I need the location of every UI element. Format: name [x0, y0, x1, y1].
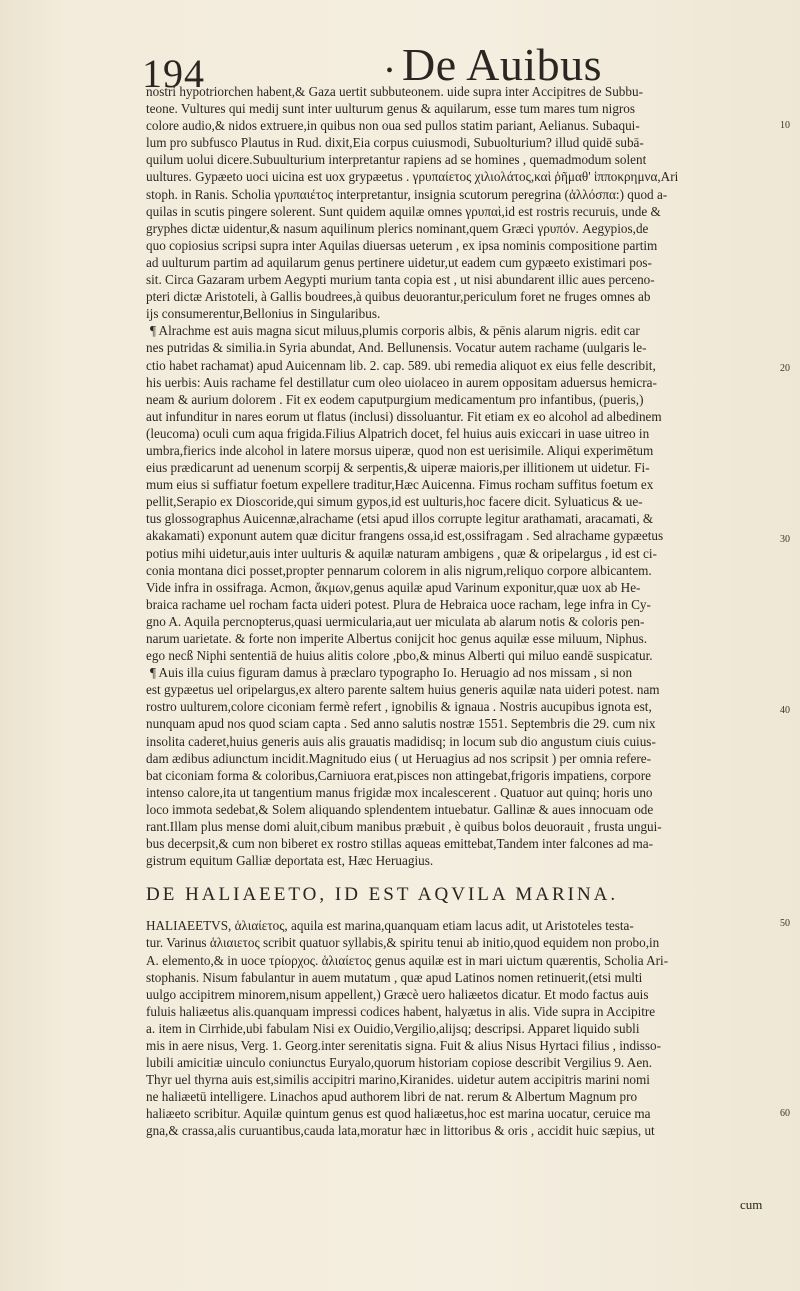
text-line: ne haliæetū intelligere. Linachos apud authorem libri de nat. rerum & Albertum Magnum pro	[146, 1089, 638, 1105]
margin-line-numbers	[780, 0, 800, 1291]
text-line: stoph. in Ranis. Scholia γρυπαιέτος interpretantur, insignia scutorum peregrina (ἀλλόσπα:) quod a-	[146, 186, 668, 202]
paragraph-hypotriorches	[146, 83, 770, 322]
text-line: ctio habet rachamat) apud Auicennam lib. 2. cap. 589. ubi remedia aliquot ex eius felle describit,	[146, 357, 656, 373]
text-line: pellit,Serapio ex Dioscoride,qui simum gypos,id est uulturis,hoc facere dicit. Syluaticus & ue-	[146, 494, 643, 510]
text-line: tus glossographus Auicennæ,alrachame (etsi apud illos corrupte legitur arathamati, aracamati, &	[146, 511, 654, 527]
text-line: gna,& crassa,alis curuantibus,cauda lata,moratur hæc in littoribus & oris , accidit huic sæpius, ut	[146, 1123, 655, 1139]
text-line: mis in aere nisus, Verg. 1. Georg.inter serenitatis signa. Fuit & alius Nisus Hyrtaci filius , indisso-	[146, 1037, 661, 1053]
text-line: bat ciconiam forma & coloribus,Carniuora erat,pisces non attingebat,frigoris impatiens, corpore	[146, 767, 651, 783]
line-number-50: 50	[780, 918, 790, 929]
text-line: lubili amicitiæ uinculo coniunctus Euryalo,quorum historiam copiose describit Vergilius 9. Aen.	[146, 1055, 653, 1071]
text-line: conia montana dici posset,propter pennarum colorem in alis nigrum,reliquo corpore albicantem.	[146, 562, 652, 578]
main-text	[146, 83, 770, 1140]
text-line: gistrum equitum Galliæ deportata est, Hæc Heruagius.	[146, 853, 434, 869]
line-number-30: 30	[780, 534, 790, 545]
text-line: aut infunditur in nares eorum ut flatus (inclusi) dissoluantur. Fit etiam ex eo alcohol ad albedinem	[146, 408, 662, 424]
line-number-10: 10	[780, 120, 790, 131]
text-line: ad uulturum partim ad aquilarum genus pertinere uidetur,ut eadem cum gypæeto existimari pos-	[146, 254, 652, 270]
catchword: cum	[740, 1197, 763, 1212]
text-line: uultures. Gypæeto uoci uicina est uox grypæetus . γρυπαίετος χιλιολάτος,καὶ ῥῆμαθ' ἱπποκρημνα,Ari	[146, 169, 679, 185]
text-line: uulgo accipitrem minorem,nisum appellent,) Græcè uero haliæetos dicatur. Et modo factus auis	[146, 986, 649, 1002]
text-line: insolita caderet,huius generis auis alis grauatis madidisq; in locum sub dio angustum ciuis cuius-	[146, 733, 656, 749]
section-heading: DE HALIAEETO, ID EST AQVILA MARINA.	[146, 884, 619, 906]
running-title: De Auibus	[402, 39, 602, 90]
text-line: tur. Varinus ἁλιαιετος scribit quatuor syllabis,& spiritu tenui ab initio,quod equidem non probo,in	[146, 935, 660, 951]
text-line: his uerbis: Auis rachame fel destillatur cum oleo uiolaceo in aurem oppositam aduersus hemicra-	[146, 374, 657, 390]
paragraph-haliaeetus	[146, 917, 770, 1139]
text-line: pteri dictæ Aristoteli, à Gallis boudrees,à quibus deuorantur,periculum foret ne fruges omnes ab	[146, 289, 651, 305]
text-line: est gypæetus uel oripelargus,ex altero parente saltem huius generis aquilæ nata uideri potest. nam	[146, 682, 660, 698]
text-line: ¶ Alrachme est auis magna sicut miluus,plumis corporis albis, & pēnis alarum nigris. edit car	[150, 323, 640, 339]
text-line: akakamati) exponunt autem quæ dicitur frangens ossa,id est,ossifragam . Sed alrachame gypæetus	[146, 528, 664, 544]
text-line: dam ædibus adiunctum incidit.Magnitudo eius ( ut Heruagius ad nos scripsit ) per omnia refere-	[146, 750, 652, 766]
line-number-20: 20	[780, 363, 790, 374]
header-ornament: •	[386, 60, 394, 82]
text-line: (leucoma) oculi cum aqua frigida.Filius Alpatrich docet, fel huius auis exiccari in uase uitreo in	[146, 425, 650, 441]
text-line: bus decerpsit,& cum non biberet ex rostro stillas aqueas emittebat,Tandem inter falcones ad ma-	[146, 836, 653, 852]
text-line: quilum uolui dicere.Subuulturium interpretantur rapiens ad se homines , quemadmodum solent	[146, 152, 647, 168]
text-line: quo copiosius scripsi supra inter Aquilas diuersas ueterum , ex ipsa nominis compositione partim	[146, 237, 658, 253]
text-line: sit. Circa Gazaram urbem Aegypti murium tanta copia est , ut nisi abundarent illic aues perceno-	[146, 272, 655, 288]
text-line: nostri hypotriorchen habent,& Gaza uertit subbuteonem. uide supra inter Accipitres de Subbu-	[146, 84, 643, 99]
text-line: rostro uulturem,colore ciconiam fermè refert , ignobilis & ignaua . Nostris aucupibus ignota est,	[146, 699, 652, 715]
text-line: ¶ Auis illa cuius figuram damus à præclaro typographo Io. Heruagio ad nos missam , si non	[150, 665, 633, 681]
text-line: quilas in scutis pingere solerent. Sunt quidem aquilæ omnes γρυπαὶ,id est rostris recuruis, unde &	[146, 203, 661, 219]
line-number-40: 40	[780, 705, 790, 716]
text-line: rant.Illam plus mense domi aluit,cibum manibus præbuit , è quibus bolos deuorauit , frusta ungui-	[146, 819, 662, 835]
text-line: ijs consumerentur,Bellonius in Singularibus.	[146, 306, 381, 322]
text-line: nes putridas & similia.in Syria abundat, And. Bellunensis. Vocatur autem rachame (uulgaris le-	[146, 340, 647, 356]
text-line: HALIAEETVS, ἁλιαίετος, aquila est marina,quanquam etiam lacus adit, ut Aristoteles testa-	[146, 918, 634, 934]
text-line: colore audio,& nidos extruere,in quibus non oua sed pullos statim pariant, Aelianus. Subaqui-	[146, 118, 640, 134]
text-line: neam & aurium dolorem . Fit ex eodem caputpurgium medicamentum pro infantibus, (pueris,)	[146, 391, 644, 407]
text-line: teone. Vultures qui medij sunt inter uulturum genus & aquilarum, esse tum mares tum nigros	[146, 101, 636, 117]
text-line: ego necß Niphi sententiā de huius alitis colore ,pbo,& minus Alberti qui miluo eandē suspicatur.	[146, 648, 653, 664]
text-line: narum uarietate. & forte non imperite Albertus conijcit hoc genus aquilæ esse miluum, Niphus.	[146, 631, 648, 646]
text-line: potius mihi uidetur,auis inter uulturis & aquilæ naturam ambigens , quæ & oripelargus , id est ci-	[146, 545, 657, 561]
text-line: gno A. Aquila percnopterus,quasi uermicularia,aut uer miculata ab alarum notis & coloris pen-	[146, 613, 645, 629]
page-number: 194	[142, 51, 205, 96]
text-line: lum pro subfusco Plautus in Rud. dixit,Eia corpus cuiusmodi, Subuolturium? illud quidē subā-	[146, 135, 644, 151]
text-line: umbra,fierics inde alcohol in latere morsus uiperæ, quod non est uerisimile. Aliqui experimētum	[146, 442, 654, 458]
text-line: nunquam apud nos quod sciam capta . Sed anno salutis nostræ 1551. Septembris die 29. cum nix	[146, 716, 656, 732]
text-line: braica rachame uel rocham facta uideri potest. Plura de Hebraica uoce racham, lege infra in Cy-	[146, 596, 651, 612]
paragraph-alrachme	[146, 322, 770, 664]
text-line: mum eius si suffiatur foetum expellere traditur,Hæc Auicenna. Fimus rocham suffitus foetum ex	[146, 477, 654, 493]
text-line: gryphes dictæ uidentur,& nasum aquilinum plerics nominant,quem Græci γρυπόν. Aegypios,de	[146, 220, 649, 236]
text-line: Thyr uel thyrna auis est,similis accipitri marino,Kiranides. uidetur autem accipitris marini nomi	[146, 1072, 650, 1088]
line-number-60: 60	[780, 1108, 790, 1119]
text-line: haliæeto scribitur. Aquilæ quintum genus est quod haliæetus,hoc est marina uocatur, ceruice ma	[146, 1106, 651, 1122]
text-line: a. item in Cirrhide,ubi fabulam Nisi ex Ouidio,Vergilio,alijsq; descripsi. Apparet liquido subli	[146, 1020, 640, 1036]
paragraph-heruagius-bird	[146, 664, 770, 869]
text-line: eius prædicarunt ad uenenum scorpij & serpentis,& uiperæ maioris,per illitionem ut uidetur. Fi-	[146, 460, 650, 476]
text-line: loco immota sedebat,& Solem aliquando splendentem intuebatur. Gallinæ & aues innocuam ode	[146, 801, 654, 817]
text-line: Vide infra in ossifraga. Acmon, ἄκμων,genus aquilæ apud Varinum exponitur,quæ uox ab He-	[146, 579, 641, 595]
text-line: stophanis. Nisum fabulantur in auem mutatum , quæ apud Latinos nomen retinuerit,(etsi multi	[146, 969, 643, 985]
text-line: A. elemento,& in uoce τρίορχος. ἁλιαίετος genus aquilæ est in mari uictum quærentis, Scholia Ari-	[146, 952, 669, 968]
text-line: intenso calore,ita ut tangentium manus frigidæ mox incalescerent . Quatuor aut quinq; horis uno	[146, 784, 653, 800]
text-line: fuluis haliæetus alis.quanquam impressi codices habent, halyætus in alis. Vide supra in Accipitre	[146, 1003, 656, 1019]
